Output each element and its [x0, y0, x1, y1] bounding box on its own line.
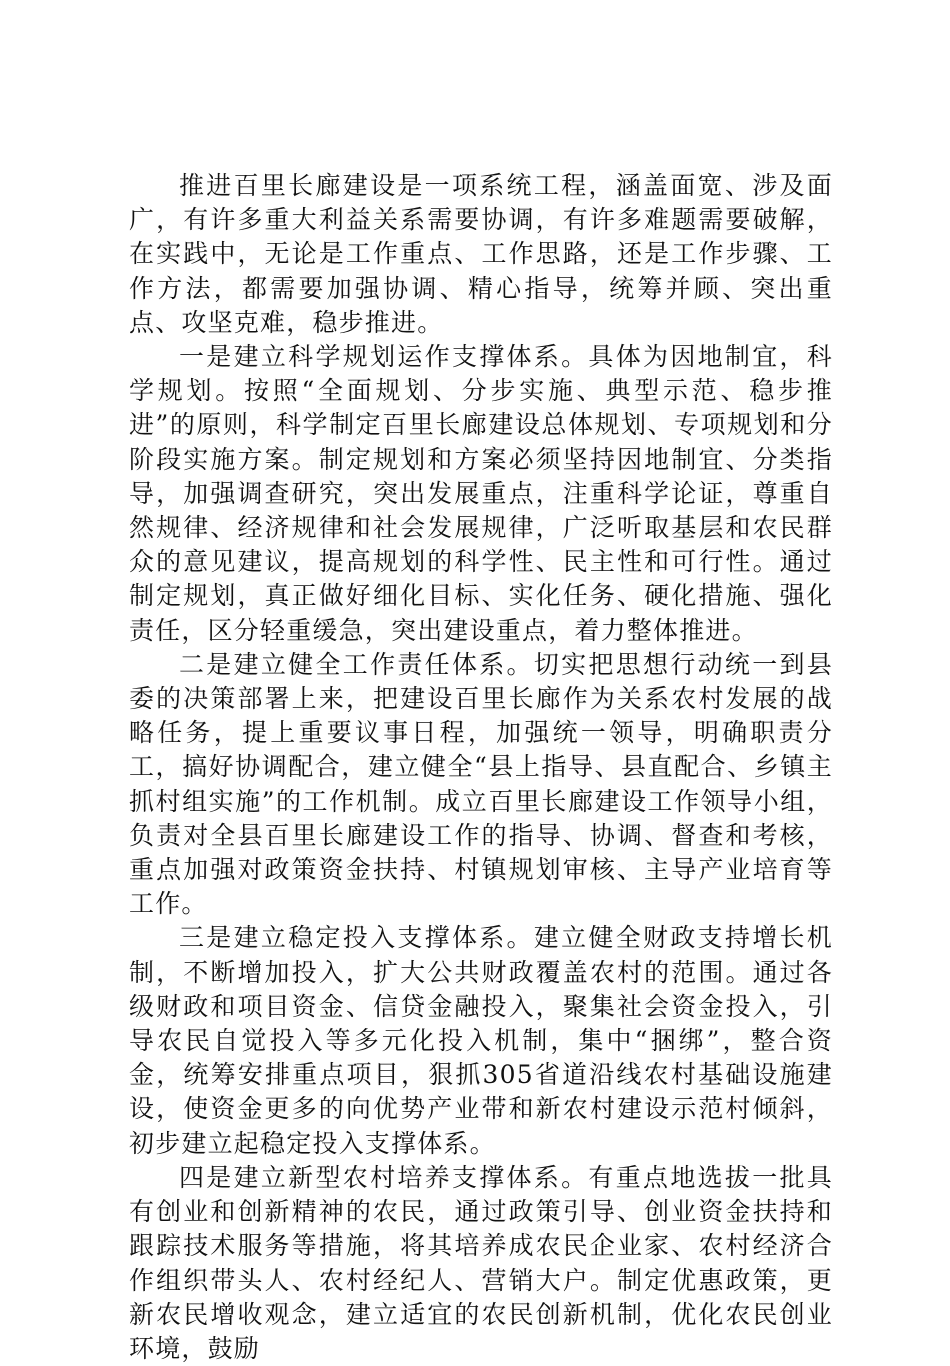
paragraph-responsibility-system: 二是建立健全工作责任体系。切实把思想行动统一到县委的决策部署上来，把建设百里长廊作为关系农村发展的战略任务，提上重要议事日程，加强统一领导，明确职责分工，搞好协调配合，建立健全“县上指导、县直配合、乡镇主抓村组实施”的工作机制。成立百里长廊建设工作领导小组，负责对全县百里长廊建设工作的指导、协调、督查和考核，重点加强对政策资金扶持、村镇规划审核、主导产业培育等工作。 [129, 649, 833, 919]
paragraph-intro: 推进百里长廊建设是一项系统工程，涵盖面宽、涉及面广，有许多重大利益关系需要协调，有许多难题需要破解，在实践中，无论是工作重点、工作思路，还是工作步骤、工作方法，都需要加强协调、精心指导，统筹并顾、突出重点、攻坚克难，稳步推进。 [129, 171, 833, 337]
paragraph-farmer-training-system: 四是建立新型农村培养支撑体系。有重点地选拔一批具有创业和创新精神的农民，通过政策引导、创业资金扶持和跟踪技术服务等措施，将其培养成农民企业家、农村经济合作组织带头人、农村经纪人、营销大户。制定优惠政策，更新农民增收观念，建立适宜的农民创新机制，优化农民创业环境，鼓励 [129, 1162, 833, 1363]
paragraph-planning-system: 一是建立科学规划运作支撑体系。具体为因地制宜，科学规划。按照“全面规划、分步实施、典型示范、稳步推进”的原则，科学制定百里长廊建设总体规划、专项规划和分阶段实施方案。制定规划和方案必须坚持因地制宜、分类指导，加强调查研究，突出发展重点，注重科学论证，尊重自然规律、经济规律和社会发展规律，广泛听取基层和农民群众的意见建议，提高规划的科学性、民主性和可行性。通过制定规划，真正做好细化目标、实化任务、硬化措施、强化责任，区分轻重缓急，突出建设重点，着力整体推进。 [129, 342, 833, 645]
paragraph-investment-system: 三是建立稳定投入支撑体系。建立健全财政支持增长机制，不断增加投入，扩大公共财政覆盖农村的范围。通过各级财政和项目资金、信贷金融投入，聚集社会资金投入，引导农民自觉投入等多元化投入机制，集中“捆绑”，整合资金，统筹安排重点项目，狠抓305省道沿线农村基础设施建设，使资金更多的向优势产业带和新农村建设示范村倾斜，初步建立起稳定投入支撑体系。 [129, 923, 833, 1158]
document-body [129, 169, 833, 1366]
